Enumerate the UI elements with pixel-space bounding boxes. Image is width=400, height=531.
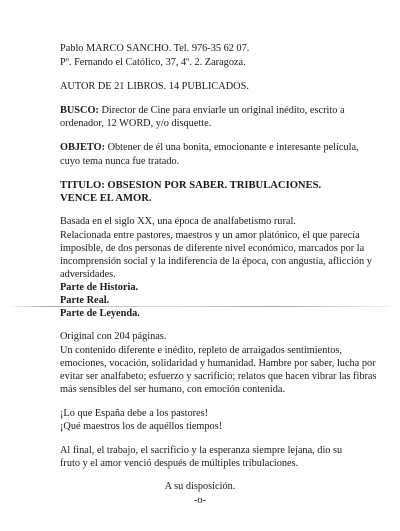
part-legend: Parte de Leyenda. (60, 308, 140, 319)
busco-label: BUSCO: (60, 105, 99, 116)
titulo-line-1: TITULO: OBSESION POR SABER. TRIBULACIONES. (60, 180, 322, 191)
content-line-3: evitar ser analfabeto; esfuerzo y sacrificio; relatos que hacen vibrar las fibras (60, 371, 377, 382)
objeto-label: OBJETO: (60, 142, 106, 153)
synopsis-line-5: adversidades. (60, 269, 116, 280)
end-mark: -o- (193, 495, 206, 506)
author-line: AUTOR DE 21 LIBROS. 14 PUBLICADOS. (60, 81, 249, 92)
disposal-line: A su disposición. (164, 481, 236, 492)
scan-divider-line (8, 306, 390, 307)
titulo-line-2: VENCE EL AMOR. (60, 193, 152, 204)
part-history: Parte de Historia. (60, 282, 139, 293)
pages-line: Original con 204 páginas. (60, 331, 167, 342)
content-line-1: Un contenido diferente e inédito, repleto de arraigados sentimientos, (60, 345, 342, 356)
contact-line-address: Pº. Fernando el Católico, 37, 4º. 2. Zaragoza. (60, 57, 246, 68)
synopsis-line-3: imposible, de dos personas de diferente nivel económico, marcados por la (60, 243, 365, 254)
contact-line-name: Pablo MARCO SANCHO. Tel. 976-35 62 07. (60, 43, 250, 54)
objeto-text-1: Obtener de él una bonita, emocionante e interesante película, (105, 142, 359, 153)
busco-line-2: ordenador, 12 WORD, y/o disquette. (60, 118, 212, 129)
exclamation-2: ¡Qué maestros los de aquéllos tiempos! (60, 421, 223, 432)
closing-line-2: fruto y el amor venció después de múltiples tribulaciones. (60, 458, 299, 469)
content-line-4: más sensibles del ser humano, con emoción contenida. (60, 384, 286, 395)
objeto-line-1 (60, 142, 359, 155)
exclamation-1: ¡Lo que España debe a los pastores! (60, 408, 209, 419)
synopsis-line-2: Relacionada entre pastores, maestros y un amor platónico, el que parecía (60, 230, 360, 241)
objeto-line-2: cuyo tema nunca fue tratado. (60, 156, 180, 167)
synopsis-line-1: Basada en el siglo XX, una época de analfabetismo rural. (60, 216, 296, 227)
synopsis-line-4: incomprensión social y la indiferencia de la época, con angustia, aflicción y (60, 256, 372, 267)
content-line-2: emociones, vocación, solidaridad y humanidad. Hambre por saber, lucha por (60, 358, 376, 369)
busco-text-1: Director de Cine para enviarle un original inédito, escrito a (98, 105, 345, 116)
closing-line-1: Al final, el trabajo, el sacrificio y la esperanza siempre lejana, dio su (60, 445, 343, 456)
part-real: Parte Real. (60, 295, 110, 306)
busco-line-1 (60, 105, 350, 118)
